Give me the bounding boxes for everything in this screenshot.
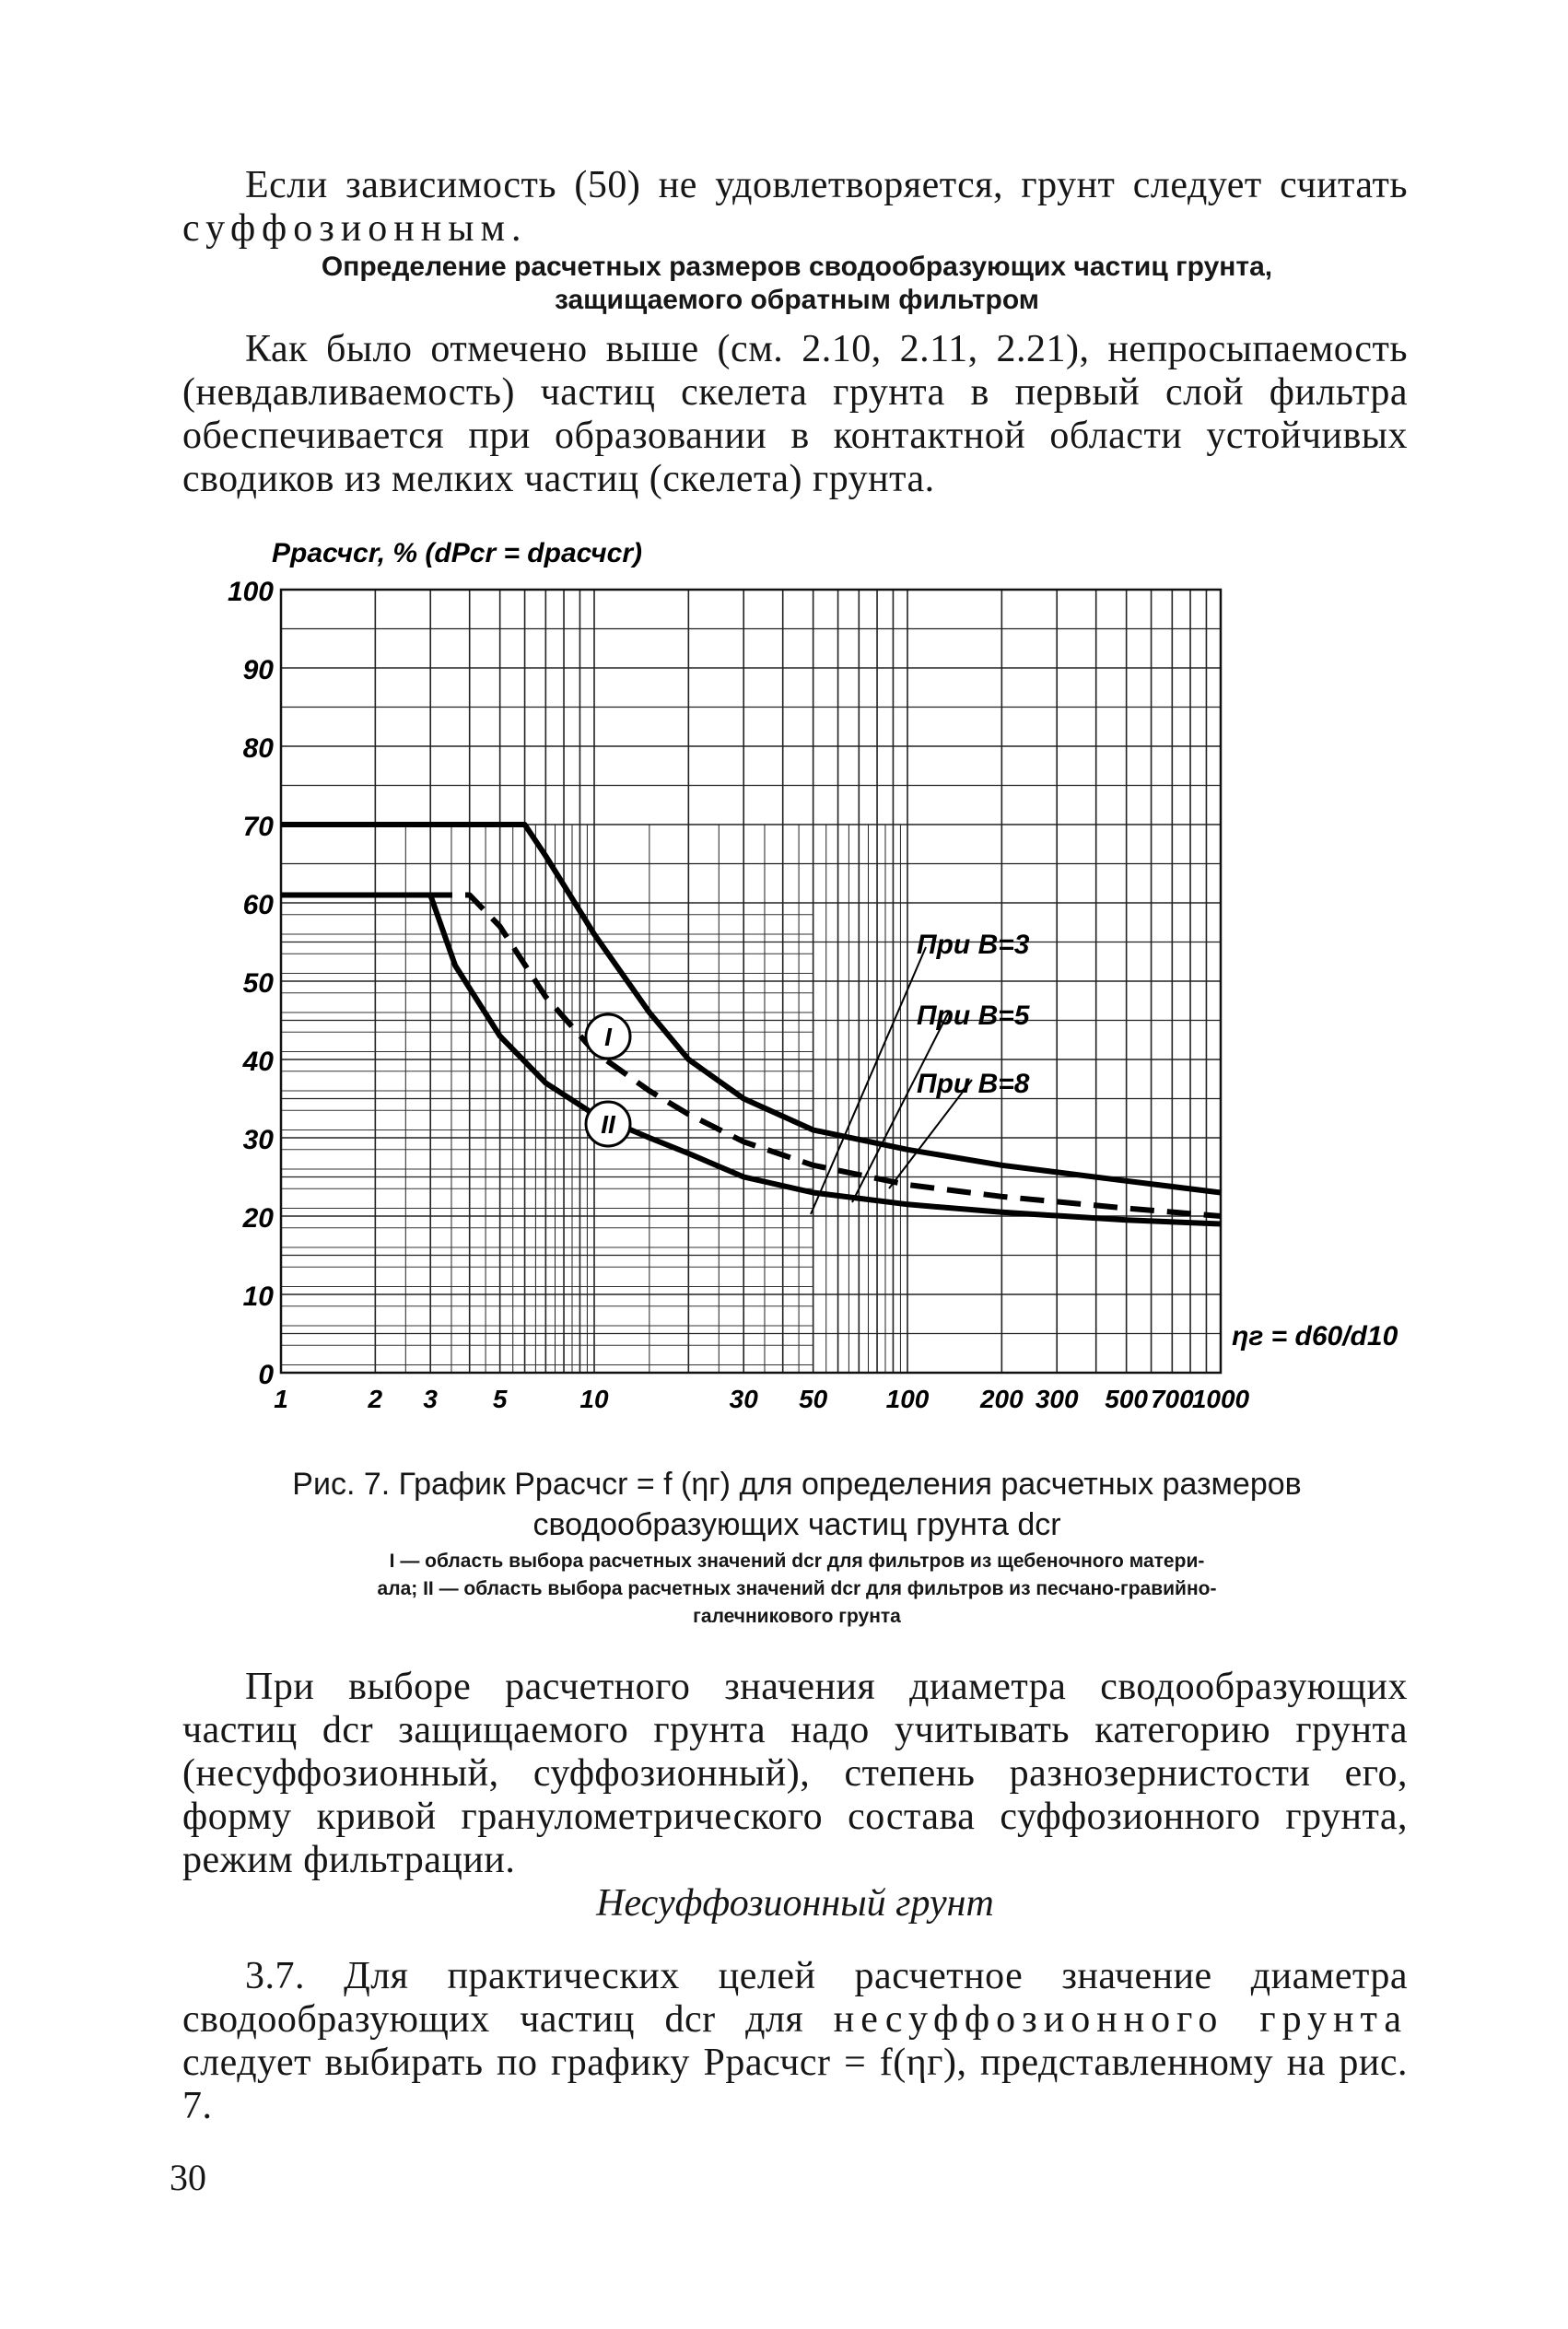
y-tick-label: 100 bbox=[227, 577, 274, 607]
y-tick-label: 50 bbox=[242, 968, 274, 999]
paragraph-suffosion-conclusion: Если зависимость (50) не удовлетворяется, грунт следует считать суффозионным. bbox=[182, 164, 1408, 250]
annotation-label: При В=3 bbox=[917, 930, 1030, 960]
x-tick-label: 200 bbox=[979, 1385, 1024, 1413]
x-tick-label: 1000 bbox=[1191, 1385, 1250, 1413]
chart-horizontal-grid bbox=[281, 629, 1221, 1365]
section-heading-line1: Определение расчетных размеров сводообразующих частиц грунта, bbox=[321, 252, 1273, 282]
figure-legend-line3: галечникового грунта bbox=[693, 1606, 901, 1627]
paragraph-3-7: 3.7. Для практических целей расчетное значение диаметра сводообразующих частиц dcr для несуффозионного грунта следует выбирать по графику Pрасчcr = f(ηг), представленному на рис. 7. bbox=[182, 1955, 1408, 2127]
paragraph-arching: Как было отмечено выше (см. 2.10, 2.11, 2.21), непросыпаемость (невдавливаемость) частиц скелета грунта в первый слой фильтра обеспечивается при образовании в контактной области устойчивых сводиков из мелких частиц (скелета) грунта. bbox=[182, 328, 1408, 500]
figure-legend-line1: I — область выбора расчетных значений dcr для фильтров из щебеночного матери- bbox=[389, 1551, 1205, 1572]
annotation-label: При В=5 bbox=[917, 1001, 1030, 1031]
y-tick-label: 60 bbox=[242, 890, 274, 920]
paragraph-selection-criteria: При выборе расчетного значения диаметра сводообразующих частиц dcr защищаемого грунта надо учитывать категорию грунта (несуффозионный, суффозионный), степень разнозернистости его, форму кривой гранулометрического состава суффозионного грунта, режим фильтрации. bbox=[182, 1666, 1408, 1881]
y-tick-label: 70 bbox=[242, 812, 274, 842]
x-tick-label: 50 bbox=[799, 1385, 828, 1413]
x-tick-label: 2 bbox=[368, 1385, 383, 1413]
y-tick-label: 0 bbox=[258, 1360, 274, 1390]
y-tick-label: 10 bbox=[242, 1282, 274, 1312]
series-line-2 bbox=[281, 895, 1221, 1217]
x-tick-label: 30 bbox=[729, 1385, 758, 1413]
x-tick-label: 5 bbox=[492, 1385, 508, 1413]
x-tick-label: 3 bbox=[423, 1385, 439, 1413]
page-number: 30 bbox=[170, 2157, 206, 2198]
y-tick-label: 40 bbox=[242, 1047, 274, 1077]
x-tick-label: 1 bbox=[274, 1385, 288, 1413]
x-tick-label: 100 bbox=[885, 1385, 930, 1413]
section-heading-line2: защищаемого обратным фильтром bbox=[554, 285, 1039, 315]
subsection-heading: Несуффозионный грунт bbox=[596, 1882, 994, 1925]
annotation-label: При В=8 bbox=[917, 1069, 1030, 1099]
x-tick-label: 700 bbox=[1150, 1385, 1194, 1413]
y-tick-label: 30 bbox=[242, 1125, 274, 1155]
figure-legend-line2: ала; II — область выбора расчетных значений dcr для фильтров из песчано-гравийно- bbox=[377, 1578, 1217, 1599]
figure-caption-line2: сводообразующих частиц грунта dcr bbox=[532, 1507, 1061, 1542]
x-tick-label: 500 bbox=[1105, 1385, 1149, 1413]
figure-caption-line1: Рис. 7. График Pрасчcr = f (ηг) для определения расчетных размеров bbox=[292, 1467, 1302, 1502]
y-tick-label: 90 bbox=[242, 655, 274, 685]
x-axis-title: ηг = d60/d10 bbox=[1232, 1321, 1398, 1352]
region-marker-label: I bbox=[604, 1023, 612, 1051]
y-tick-label: 20 bbox=[242, 1203, 274, 1234]
x-tick-label: 10 bbox=[579, 1385, 609, 1413]
region-marker-label: II bbox=[601, 1110, 615, 1139]
y-axis-title: Pрасчcr, % (dPcr = dрасчcr) bbox=[272, 538, 643, 568]
x-tick-label: 300 bbox=[1035, 1385, 1079, 1413]
y-tick-label: 80 bbox=[242, 733, 274, 764]
